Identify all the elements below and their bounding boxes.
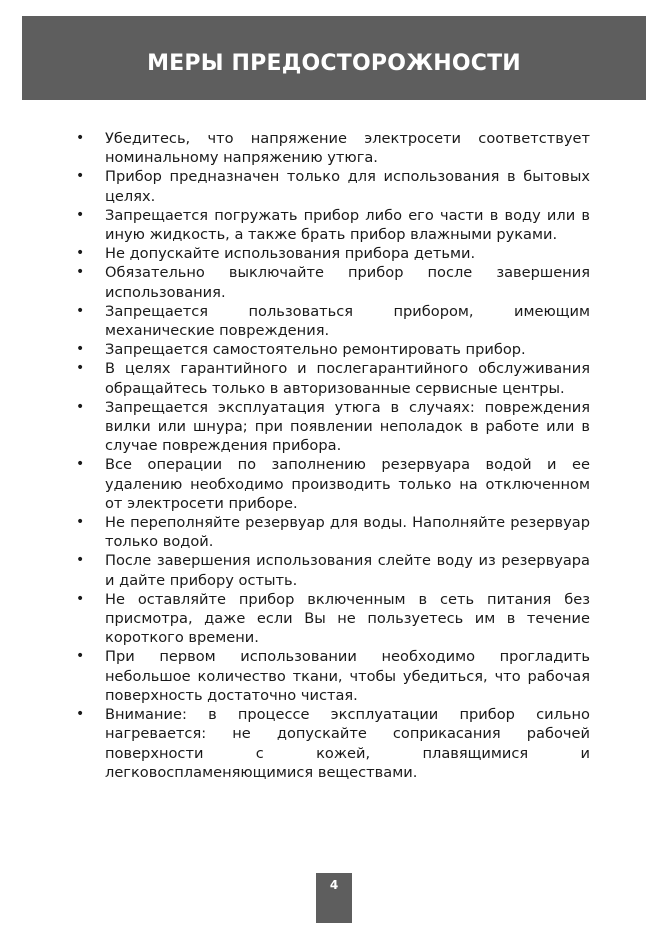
list-item <box>76 590 590 648</box>
bullet-icon: • <box>76 514 85 531</box>
list-item-text: Запрещается погружать прибор либо его части в воду или в иную жидкость, а также брать прибор влажными руками. <box>105 206 590 244</box>
bullet-icon: • <box>76 206 85 223</box>
bullet-icon: • <box>76 706 85 723</box>
page-number: 4 <box>329 878 339 892</box>
list-item <box>76 129 590 167</box>
bullet-icon: • <box>76 341 85 358</box>
bullet-icon: • <box>76 648 85 665</box>
list-item <box>76 551 590 589</box>
list-item <box>76 340 590 359</box>
list-item-text: Запрещается самостоятельно ремонтировать прибор. <box>105 341 526 359</box>
page-title: МЕРЫ ПРЕДОСТОРОЖНОСТИ <box>147 50 521 76</box>
list-item-text: Обязательно выключайте прибор после завершения использования. <box>105 264 590 301</box>
bullet-icon: • <box>76 552 85 569</box>
list-item-text: После завершения использования слейте воду из резервуара и дайте прибору остыть. <box>105 552 590 589</box>
bullet-icon: • <box>76 456 85 473</box>
header-bar <box>22 16 646 100</box>
list-item <box>76 647 590 705</box>
list-item-text: Внимание: в процессе эксплуатации прибор сильно нагревается: не допускайте соприкасания рабочей поверхности с кожей, плавящимися и легковоспламеняющимися веществами. <box>105 706 590 781</box>
list-item-text: Убедитесь, что напряжение электросети соответствует номинальному напряжению утюга. <box>105 130 590 167</box>
list-item-text: Запрещается пользоваться прибором, имеющим механические повреждения. <box>105 302 590 340</box>
list-item-text: В целях гарантийного и послегарантийного обслуживания обращайтесь только в авторизованные сервисные центры. <box>105 360 590 397</box>
bullet-icon: • <box>76 168 85 185</box>
bullet-icon: • <box>76 360 85 377</box>
bullet-icon: • <box>76 264 85 281</box>
list-item <box>76 244 590 263</box>
list-item <box>76 398 590 456</box>
bullet-icon: • <box>76 130 85 146</box>
list-item-text: Не переполняйте резервуар для воды. Наполняйте резервуар только водой. <box>105 514 590 551</box>
list-item <box>76 167 590 205</box>
list-item-text: Не оставляйте прибор включенным в сеть питания без присмотра, даже если Вы не пользуетесь им в течение короткого времени. <box>105 590 590 647</box>
list-item-text: Все операции по заполнению резервуара водой и ее удалению необходимо производить только на отключенном от электросети приборе. <box>105 456 590 512</box>
list-item <box>76 705 590 782</box>
list-item <box>76 263 590 301</box>
bullet-icon: • <box>76 590 85 607</box>
page-number-tab <box>316 873 352 923</box>
list-item-text: Прибор предназначен только для использования в бытовых целях. <box>105 168 590 205</box>
list-item-text: При первом использовании необходимо прогладить небольшое количество ткани, чтобы убедиться, что рабочая поверхность достаточно чистая. <box>105 648 590 704</box>
list-item <box>76 359 590 397</box>
bullet-icon: • <box>76 245 85 262</box>
precautions-list <box>76 129 590 782</box>
list-item-text: Запрещается эксплуатация утюга в случаях: повреждения вилки или шнура; при появлении неполадок в работе или в случае повреждения прибора. <box>105 398 590 455</box>
list-item <box>76 206 590 244</box>
bullet-icon: • <box>76 302 85 319</box>
list-item <box>76 302 590 340</box>
list-item <box>76 455 590 513</box>
list-item-text: Не допускайте использования прибора детьми. <box>105 245 476 263</box>
bullet-icon: • <box>76 398 85 415</box>
list-item <box>76 513 590 551</box>
